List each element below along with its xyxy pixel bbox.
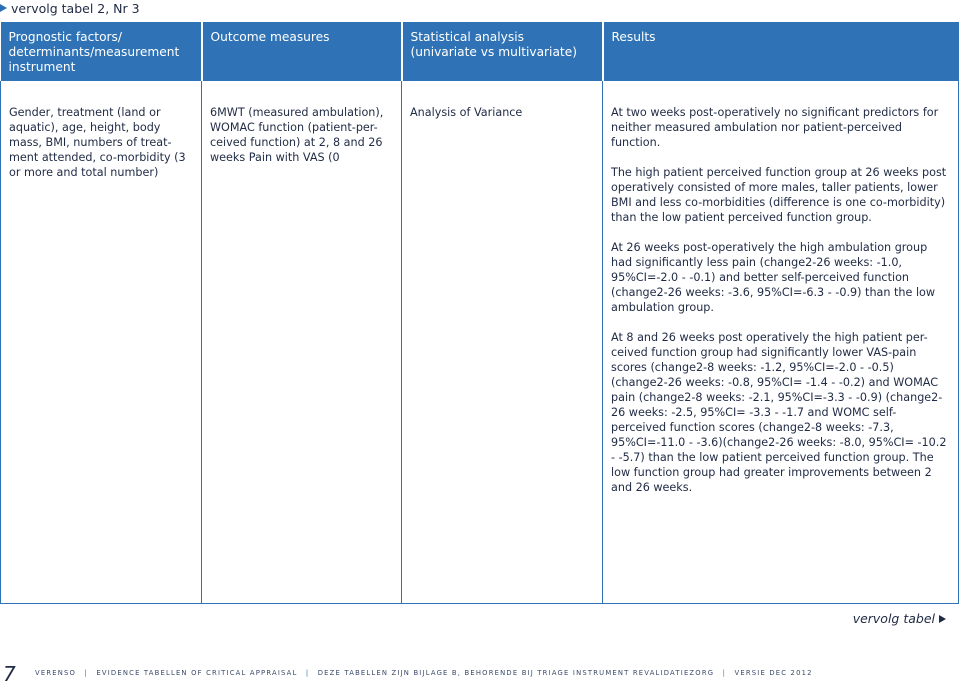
continued-label-text: vervolg tabel (852, 611, 935, 626)
cell-text: Gender, treatment (land or aquatic), age, height, body mass, BMI, numbers of treat-ment attended, co-morbidity (3 or more and total number) (9, 106, 186, 179)
column-header-outcome-measures: Outcome measures (202, 22, 402, 81)
table-title (0, 0, 140, 16)
results-paragraph: At 26 weeks post-operatively the high ambulation group had significantly less pain (change2-26 weeks: -1.0, 95%CI=-2.0 - -0.1) and better self-perceived function (change2-26 weeks: -3.6, 95%CI=-6.3 - -0.9) than the low ambulation group. (611, 241, 936, 314)
table-title-text: vervolg tabel 2, Nr 3 (11, 0, 140, 16)
evidence-table (0, 22, 959, 604)
continued-label (853, 611, 946, 626)
cell-text: 6MWT (measured ambulation), WOMAC function (patient-per-ceived function) at 2, 8 and 26 weeks Pain with VAS (0 (210, 106, 384, 164)
column-header-prognostic-factors: Prognostic factors/ determinants/measurement instrument (1, 22, 202, 81)
cell-text: Analysis of Variance (410, 106, 523, 119)
footer-separator: | (722, 669, 727, 677)
footer-description: DEZE TABELLEN ZIJN BIJLAGE B, BEHORENDE BIJ TRIAGE INSTRUMENT REVALIDATIEZORG (317, 669, 715, 677)
footer-document-type: EVIDENCE TABELLEN OF CRITICAL APPRAISAL (96, 669, 298, 677)
footer-publisher: VERENSO (35, 669, 77, 677)
footer (35, 669, 813, 677)
footer-separator: | (84, 669, 88, 677)
column-header-results: Results (603, 22, 959, 81)
cell-statistical-analysis (402, 81, 603, 603)
cell-outcome-measures (202, 81, 402, 603)
triangle-right-icon (0, 4, 7, 12)
results-paragraph: At two weeks post-operatively no significant predictors for neither measured ambulation nor patient-perceived function. (611, 106, 939, 149)
page-number: 7 (3, 662, 16, 683)
cell-prognostic-factors (1, 81, 202, 603)
footer-separator: | (305, 669, 310, 677)
cell-results (603, 81, 959, 603)
table-header-row (1, 22, 959, 81)
table-row (1, 81, 959, 603)
results-paragraph: At 8 and 26 weeks post operatively the high patient per-ceived function group had significantly lower VAS-pain scores (change2-8 weeks: -1.2, 95%CI=-2.0 - -0.5) (change2-26 weeks: -0.8, 95%CI= -1.4 - -0.2) and WOMAC pain (change2-8 weeks: -2.1, 95%CI=-3.3 - -0.9) (change2-26 weeks: -2.5, 95%CI= -3.3 - -1.7 and WOMC self-perceived function scores (change2-8 weeks: -7.3, 95%CI=-11.0 - -3.6)(change2-26 weeks: -8.0, 95%CI= -10.2 - -5.7) than the low patient perceived function group. The low function group had greater improvements between 2 and 26 weeks. (611, 331, 947, 494)
results-paragraph: The high patient perceived function group at 26 weeks post operatively consisted of more males, taller patients, lower BMI and less co-morbidities (difference is one co-morbidity) than the low patient perceived function group. (611, 166, 947, 224)
column-header-statistical-analysis: Statistical analysis (univariate vs multivariate) (402, 22, 603, 81)
triangle-right-icon (939, 615, 946, 623)
footer-version: VERSIE DEC 2012 (734, 669, 813, 677)
